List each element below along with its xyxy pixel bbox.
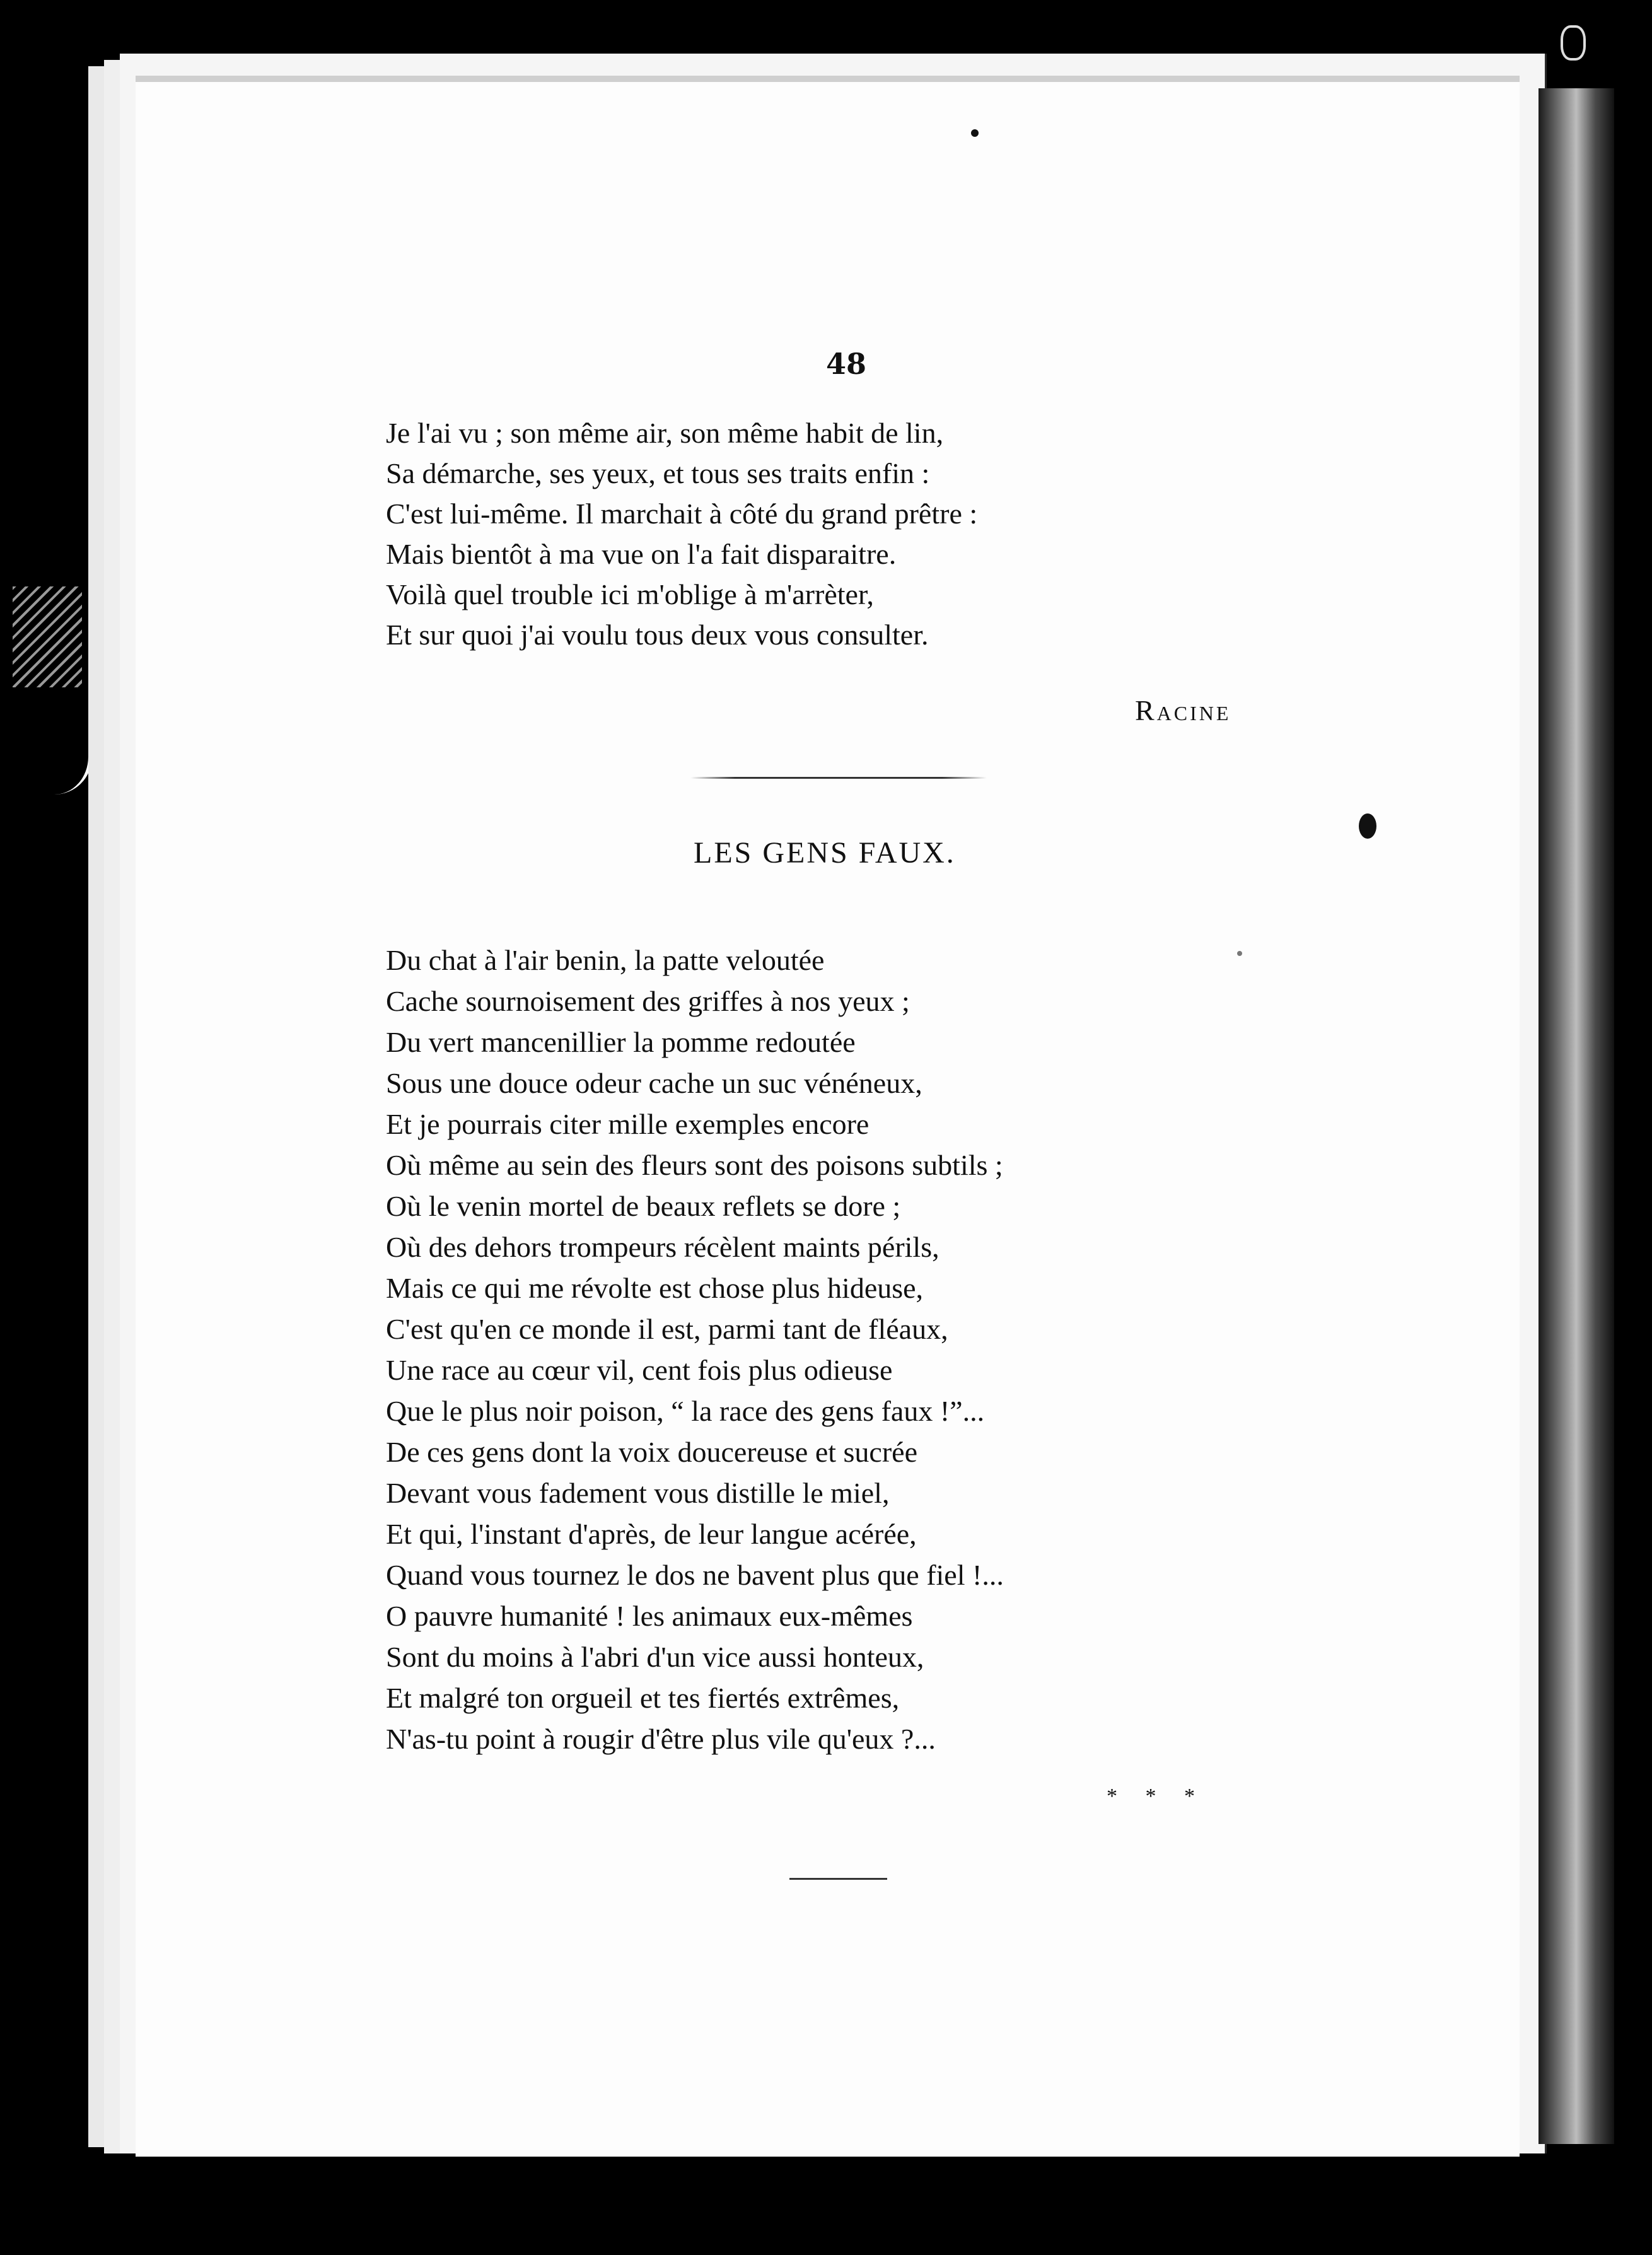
passage-verse	[386, 413, 977, 655]
verse-line: Sous une douce odeur cache un suc vénéneux,	[386, 1067, 922, 1099]
end-rule	[789, 1878, 887, 1880]
poem-signature-asterisks: * * *	[1107, 1785, 1206, 1808]
poem-verse	[386, 940, 1004, 1759]
left-margin-scratch	[13, 586, 82, 687]
ink-speck	[1359, 813, 1376, 839]
verse-line: Sa démarche, ses yeux, et tous ses traits enfin :	[386, 457, 930, 489]
verse-line: De ces gens dont la voix doucereuse et sucrée	[386, 1436, 918, 1468]
verse-line: Et je pourrais citer mille exemples encore	[386, 1108, 870, 1140]
book-spine-shadow	[1539, 88, 1614, 2144]
section-divider	[690, 777, 987, 779]
poem-title: LES GENS FAUX.	[694, 836, 956, 870]
verse-line: N'as-tu point à rougir d'être plus vile qu'eux ?...	[386, 1723, 936, 1755]
verse-line: Du vert mancenillier la pomme redoutée	[386, 1026, 856, 1058]
verse-line: Et malgré ton orgueil et tes fiertés extrêmes,	[386, 1682, 900, 1714]
verse-line: Voilà quel trouble ici m'oblige à m'arrèter,	[386, 578, 874, 610]
ink-speck	[1237, 951, 1242, 956]
verse-line: O pauvre humanité ! les animaux eux-mêmes	[386, 1600, 913, 1632]
verse-line: Et sur quoi j'ai voulu tous deux vous consulter.	[386, 619, 929, 651]
verse-line: Je l'ai vu ; son même air, son même habit de lin,	[386, 417, 944, 449]
corner-stamp-mark	[1561, 25, 1586, 61]
verse-line: Où le venin mortel de beaux reflets se dore ;	[386, 1190, 901, 1222]
verse-line: Cache sournoisement des griffes à nos yeux ;	[386, 985, 910, 1017]
verse-line: Et qui, l'instant d'après, de leur langue acérée,	[386, 1518, 917, 1550]
verse-line: Du chat à l'air benin, la patte veloutée	[386, 944, 825, 976]
verse-line: C'est lui-même. Il marchait à côté du grand prêtre :	[386, 498, 978, 530]
verse-line: Mais ce qui me révolte est chose plus hideuse,	[386, 1272, 924, 1304]
verse-line: Où des dehors trompeurs récèlent maints périls,	[386, 1231, 939, 1263]
verse-line: Mais bientôt à ma vue on l'a fait disparaitre.	[386, 538, 897, 570]
verse-line: Où même au sein des fleurs sont des poisons subtils ;	[386, 1149, 1003, 1181]
verse-line: Une race au cœur vil, cent fois plus odieuse	[386, 1354, 893, 1386]
verse-line: Que le plus noir poison, “ la race des gens faux !”...	[386, 1395, 985, 1427]
page-number: 48	[826, 347, 867, 381]
ink-speck	[971, 129, 979, 137]
verse-line: Devant vous fadement vous distille le miel,	[386, 1477, 890, 1509]
verse-line: C'est qu'en ce monde il est, parmi tant de fléaux,	[386, 1313, 948, 1345]
author-attribution: Racine	[1135, 694, 1231, 726]
verse-line: Quand vous tournez le dos ne bavent plus que fiel !...	[386, 1559, 1004, 1591]
verse-line: Sont du moins à l'abri d'un vice aussi honteux,	[386, 1641, 924, 1673]
